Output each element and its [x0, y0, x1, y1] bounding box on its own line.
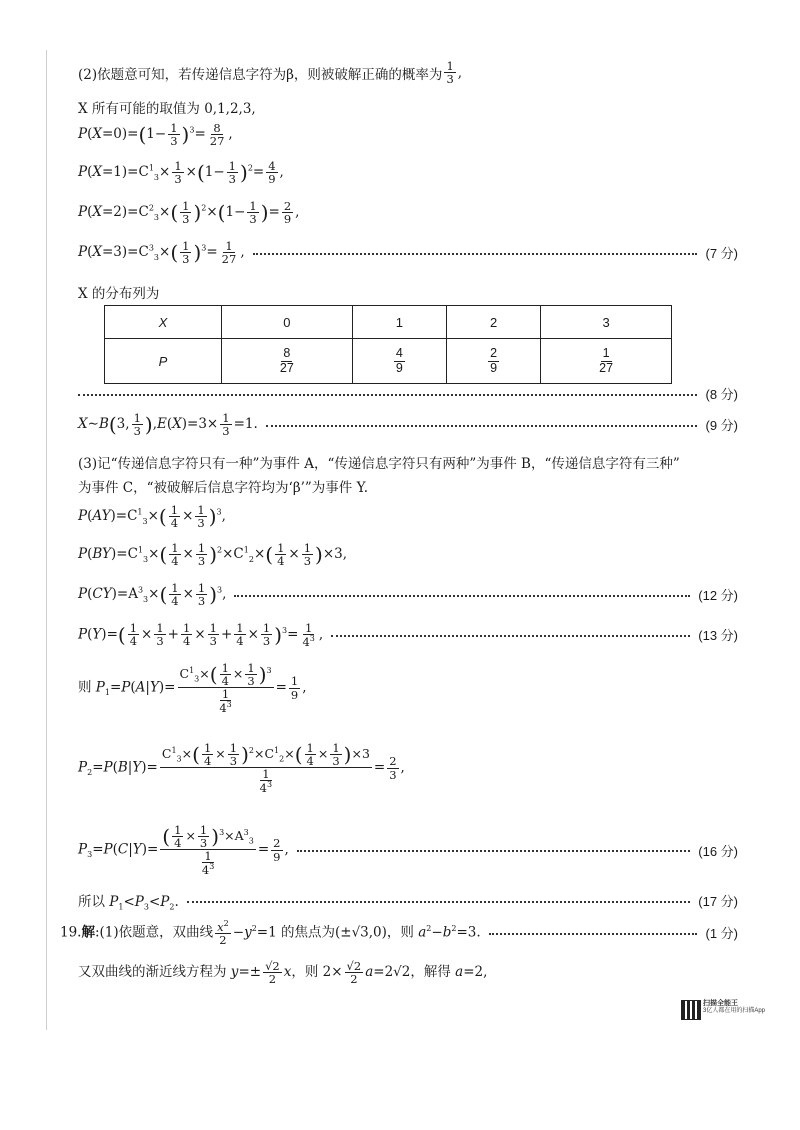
q19-line2: 又双曲线的渐近线方程为 y=± $\frac{√2}{2}$ x，则 2× $\frac{√2}{2}$ a=2√2，解得 a=2,	[78, 959, 488, 987]
table-cell: $\frac{1}{27}$	[541, 339, 672, 384]
table-cell: $\frac{8}{27}$	[222, 339, 353, 384]
table-cell: P	[105, 339, 222, 384]
p-cy-line: $P(CY)=A^3_3\times$( $\frac{1}{4}$ × $\frac{1}{3}$ )$^3$, (12 分)	[78, 581, 738, 609]
p-y-line: P(Y)=( $\frac{1}{4}$ × $\frac{1}{3}$ + $\frac{1}{4}$ × $\frac{1}{3}$ + $\frac{1}{4}$ × $\frac{1}{3}$ )$^3$= $\frac{1}{4^3}$ , (13 分)	[78, 621, 738, 649]
binomial-line: X∼B(3, $\frac{1}{3}$ ),E(X)=3× $\frac{1}{3}$ =1. (9 分)	[78, 411, 738, 439]
score-16: (16 分)	[698, 843, 738, 859]
table-cell: $\frac{2}{9}$	[446, 339, 540, 384]
table-cell: X	[105, 306, 222, 339]
table-cell: 2	[446, 306, 540, 339]
p1-line: 则 $P_1=P(A|Y)=$ $C^1_3\times$( $\frac{1}{4}$ × $\frac{1}{3}$ )$^3$ $\frac{1}{4^3}$ = $\frac{1}{9}$ ,	[78, 661, 307, 716]
p2-line: $P_2=P(B|Y)=$ $C^1_3\times$( $\frac{1}{4}$ × $\frac{1}{3}$ )$^2\times C^1_2\times$( $\frac{1}{4}$ × $\frac{1}{3}$ )×3 $\frac{1}{4^3}$ = $\frac{2}{3}$ ,	[78, 741, 405, 796]
values-line: X 所有可能的取值为 0,1,2,3,	[78, 101, 256, 117]
px0-line: P(X=0)=(1− $\frac{1}{3}$ )$^3$= $\frac{8}{27}$ ,	[78, 121, 233, 149]
score-17: (17 分)	[698, 894, 738, 910]
conclusion-line: 所以 $P_1<P_3<P_2$. (17 分)	[78, 890, 738, 912]
qr-code-icon	[681, 1000, 701, 1020]
px1-line: $P(X=1)=C^1_3\times$ $\frac{1}{3}$ ×(1− $\frac{1}{3}$ )$^2$= $\frac{4}{9}$ ,	[78, 159, 284, 187]
table-cell: 0	[222, 306, 353, 339]
part3-intro-1: (3)记“传递信息字符只有一种”为事件 A，“传递信息字符只有两种”为事件 B，“传递信息字符有三种”	[78, 456, 680, 472]
p3-line: $P_3=P(C|Y)=$ ( $\frac{1}{4}$ × $\frac{1}{3}$ )$^3\times A^3_3$ $\frac{1}{4^3}$ = $\frac{2}{9}$ , (16 分)	[78, 823, 738, 878]
q19-line1: 19.解:(1)依题意，双曲线 $\frac{x^2}{2}$ $-y^2=1$ 的焦点为(±√3,0)，则 $a^2-b^2=3$. (1 分)	[60, 919, 738, 947]
table-header-row	[105, 306, 672, 339]
table-cell: 3	[541, 306, 672, 339]
table-cell: $\frac{4}{9}$	[352, 339, 446, 384]
distribution-table	[104, 305, 672, 384]
score-13: (13 分)	[698, 628, 738, 644]
p-by-line: $P(BY)=C^1_3\times$( $\frac{1}{4}$ × $\frac{1}{3}$ )$^2\times C^1_2\times$( $\frac{1}{4}$ × $\frac{1}{3}$ )×3,	[78, 541, 348, 569]
dist-title: X 的分布列为	[78, 286, 160, 302]
score-7: (7 分)	[705, 246, 738, 262]
part2-intro: (2)依题意可知，若传递信息字符为β，则被破解正确的概率为 $\frac{1}{3}$ ,	[78, 59, 463, 87]
table-cell: 1	[352, 306, 446, 339]
score-8: (8 分)	[705, 387, 738, 402]
px2-line: $P(X=2)=C^2_3\times$( $\frac{1}{3}$ )$^2$×(1− $\frac{1}{3}$ )= $\frac{2}{9}$ ,	[78, 199, 300, 227]
fraction: $\frac{1}{3}$	[446, 59, 454, 87]
score-12: (12 分)	[698, 588, 738, 604]
part3-intro-2: 为事件 C，“被破解后信息字符均为‘β’”为事件 Y.	[78, 480, 369, 496]
table-prob-row	[105, 339, 672, 384]
score-1: (1 分)	[705, 926, 738, 942]
page-margin-rule	[46, 50, 47, 1030]
px3-line: $P(X=3)=C^3_3\times$( $\frac{1}{3}$ )$^3$= $\frac{1}{27}$ , (7 分)	[78, 239, 738, 267]
score-8-line	[78, 384, 738, 403]
scanner-logo: 扫描全能王 3亿人都在用的扫描App	[703, 1000, 766, 1015]
p-ay-line: $P(AY)=C^1_3\times$( $\frac{1}{4}$ × $\frac{1}{3}$ )$^3$,	[78, 503, 226, 531]
score-9: (9 分)	[705, 418, 738, 434]
